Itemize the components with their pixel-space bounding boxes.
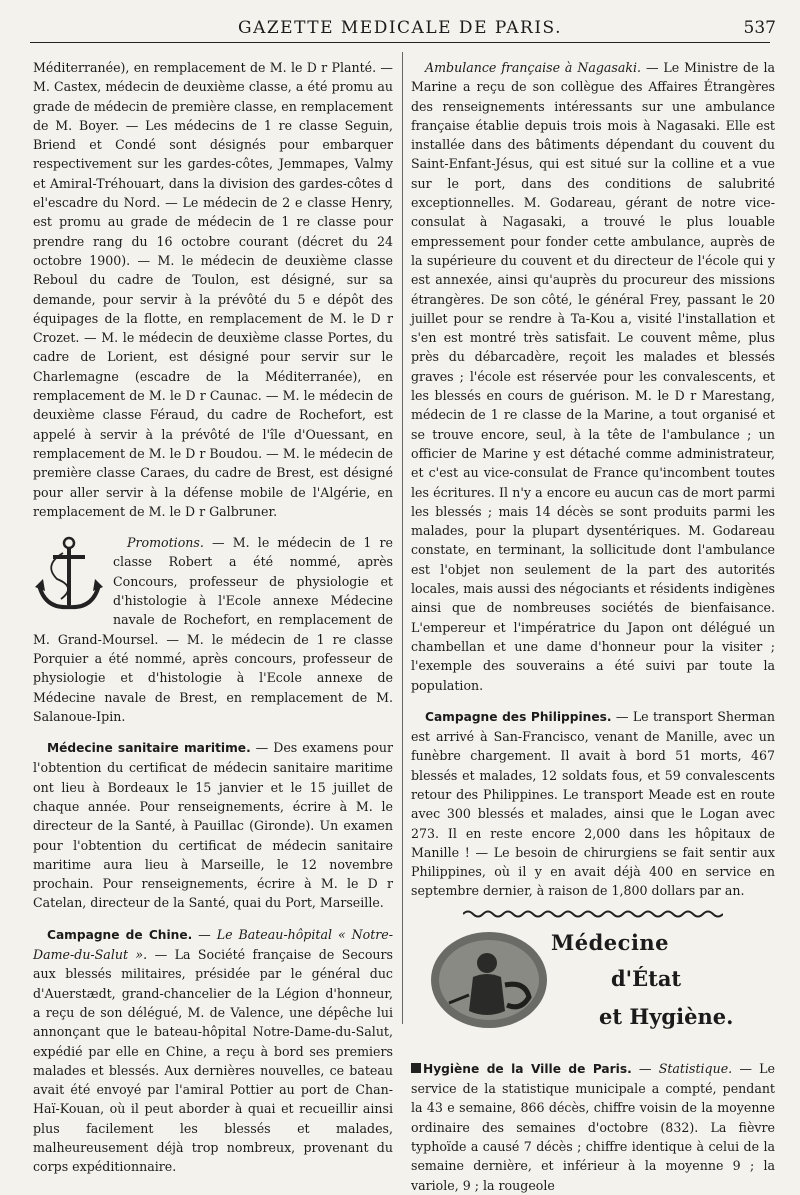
sanitaire-heading: Médecine sanitaire maritime. [47,741,251,756]
promotions-paragraph [33,533,393,726]
journal-title: GAZETTE MEDICALE DE PARIS. [238,18,562,38]
section-title-line1: Médecine [551,929,670,955]
section-title-line2: d'État [611,965,682,991]
allegory-vignette-icon [429,925,549,1035]
wave-ornament [463,909,723,919]
right-column [411,58,775,1195]
chine-paragraph [33,925,393,1177]
section-title-line3: et Hygiène. [599,1003,734,1029]
promotions-label: Promotions. [127,535,204,551]
square-bullet-icon [411,1063,421,1073]
header-rule [30,42,770,43]
ambulance-paragraph [411,58,775,695]
ambulance-text: — Le Ministre de la Marine a reçu de son collègue des Affaires Étrangères des renseignements intéressants sur une ambulance française établie depuis trois mois à Nagasaki. Elle est installée dans des bâtiments dépendant du couvent du Saint-Enfant-Jésus, qui est situé sur la colline et a vue sur le port, dans des conditions de salubrité exceptionnelles. M. Godareau, gérant de notre vice-consulat à Nagasaki, a trouvé le plus louable empressement pour fonder cette ambulance, auprès de la supérieure du couvent et du directeur de l'école qui y est annexée, ainsi qu'auprès du procureur des missions étrangères. De son côté, le général Frey, passant le 20 juillet pour se rendre à Ta-Kou a, visité l'installation et s'en est montré très satisfait. Le couvent même, plus près du débarcadère, reçoit les malades et blessés graves ; l'école est réservée pour les convalescents, et les blessés en cours de guérison. M. le D r Marestang, médecin de 1 re classe de la Marine, a tout organisé et se trouve encore, seul, à la tête de l'ambulance ; un officier de Marine y est détaché comme administrateur, et c'est au vice-consulat de France qu'incombent toutes les écritures. Il n'y a encore eu aucun cas de mort parmi les blessés ; mais 14 décès se sont produits parmi les malades, pour la plupart dysentériques. M. Godareau constate, en terminant, la sollicitude dont l'ambulance est l'objet non seulement de la part des autorités locales, mais aussi des négociants et résidents indigènes ainsi que de nombreuses sociétés de bienfaisance. L'empereur et l'impératrice du Japon ont délégué un chambellan et une dame d'honneur pour la visiter ; l'exemple des souverains a été suivi par toute la population. [411,60,775,693]
left-column [33,58,393,1177]
hygiene-subheading: — Statistique. [631,1060,733,1076]
chine-subheading: — Le Bateau-hôpital « Notre-Dame-du-Salut ». [33,926,393,963]
philippines-heading: Campagne des Philippines. [425,709,612,724]
hygiene-paragraph [411,1059,775,1195]
hygiene-text: — Le service de la statistique municipale a compté, pendant la 43 e semaine, 866 décès, chiffre voisin de la moyenne ordinaire des semaines d'octobre (832). La fièvre typhoïde a causé 7 décès ; chiffre identique à celui de la semaine dernière, et inférieur à la moyenne 9 ; la variole, 9 ; la rougeole [411,1060,775,1193]
hygiene-heading: Hygiène de la Ville de Paris. [423,1061,632,1076]
section-header [411,925,775,1045]
philippines-paragraph [411,707,775,901]
chine-heading: Campagne de Chine. [47,927,193,942]
promotions-text: — M. le médecin de 1 re classe Robert a été nommé, après Concours, professeur de physiologie et d'histologie à l'Ecole annexe Médecine navale de Rochefort, en remplacement de M. Grand-Moursel. — M. le médecin de 1 re classe Porquier a été nommé, après concours, professeur de physiologie et d'histologie à l'Ecole annexe de Médecine navale de Brest, en remplacement de M. Salanoue-Ipin. [33,535,393,724]
column-divider [402,52,403,1024]
sanitaire-paragraph [33,738,393,913]
philippines-text: — Le transport Sherman est arrivé à San-Francisco, venant de Manille, avec un funèbre chargement. Il avait à bord 51 morts, 467 blessés et malades, 12 soldats fous, et 59 convalescents retour des Philippines. Le transport Meade est en route avec 300 blessés et malades, ainsi que le Logan avec 273. Il en reste encore 2,000 dans les hôpitaux de Manille ! — Le besoin de chirurgiens se fait sentir aux Philippines, où il y en avait déjà 400 en service en septembre dernier, à raison de 1,800 dollars par an. [411,708,775,899]
chine-text: — La Société française de Secours aux blessés militaires, présidée par le général duc d'Auerstædt, grand-chancelier de la Légion d'honneur, a reçu de son délégué, M. de Valence, une dépêche lui annonçant que le bateau-hôpital Notre-Dame-du-Salut, expédié par elle en Chine, a reçu à bord ses premiers malades et blessés. Aux dernières nouvelles, ce bateau avait été envoyé par l'amiral Pottier au port de Chan-Haï-Kouan, où il peut aborder à quai et recueillir ainsi plus facilement les blessés et malades, malheureusement déjà trop nombreux, provenant du corps expéditionnaire. [33,947,394,1175]
page-header [0,0,800,44]
ambulance-label: Ambulance française à Nagasaki. [425,60,642,75]
page-number: 537 [743,18,776,38]
naval-appointments-paragraph: Méditerranée), en remplacement de M. le D r Planté. — M. Castex, médecin de deuxième classe, a été promu au grade de médecin de première classe, en remplacement de M. Boyer. — Les médecins de 1 re classe Seguin, Briend et Condé sont désignés pour embarquer respectivement sur les gardes-côtes, Jemmapes, Valmy et Amiral-Tréhouart, dans la division des gardes-côtes d el'escadre du Nord. — Le médecin de 2 e classe Henry, est promu au grade de médecin de 1 re classe pour prendre rang du 16 octobre courant (décret du 24 octobre 1900). — M. le médecin de deuxième classe Reboul du cadre de Toulon, est désigné, sur sa demande, pour servir à la prévôté du 5 e dépôt des équipages de la flotte, en remplacement de M. le D r Crozet. — M. le médecin de deuxième classe Portes, du cadre de Lorient, est désigné pour servir sur le Charlemagne (escadre de la Méditerranée), en remplacement de M. le D r Caunac. — M. le médecin de deuxième classe Féraud, du cadre de Rochefort, est appelé à servir à la prévôté de l'île d'Ouessant, en remplacement de M. le D r Boudou. — M. le médecin de première classe Caraes, du cadre de Brest, est désigné pour aller servir à la défense mobile de l'Algérie, en remplacement de M. le D r Galbruner. [33,60,393,519]
anchor-icon [33,535,105,615]
sanitaire-text: — Des examens pour l'obtention du certificat de médecin sanitaire maritime ont lieu à Bordeaux le 15 janvier et le 15 juillet de chaque année. Pour renseignements, écrire à M. le directeur de la Santé, à Pauillac (Gironde). Un examen pour l'obtention du certificat de médecin sanitaire maritime aura lieu à Marseille, le 12 novembre prochain. Pour renseignements, écrire à M. le D r Catelan, directeur de la Santé, quai du Port, Marseille. [33,740,393,911]
